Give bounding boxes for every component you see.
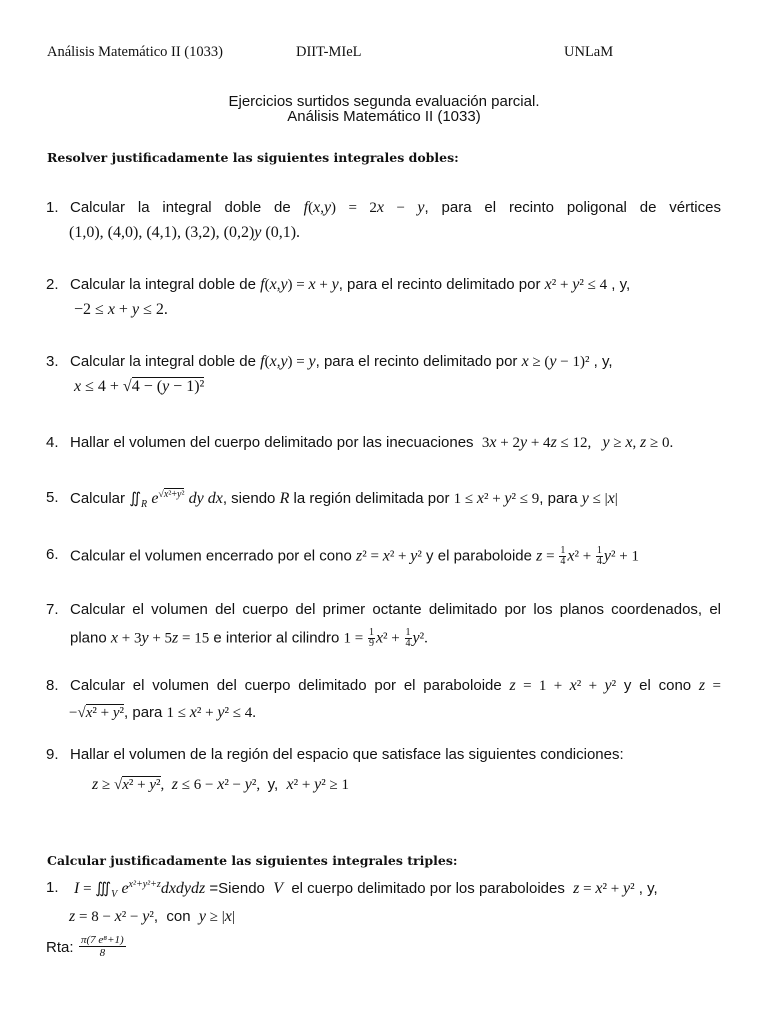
- exercise-1-line-2: (1,0), (4,0), (4,1), (3,2), (0,2)y (0,1).: [69, 224, 301, 241]
- exercise-5: Calcular $∬_R$ $e^{√x^2+y^2}$ dy dx, siendo R la región delimitada por 1 ≤ x² + y² ≤ 9, para y ≤ |x|: [70, 489, 618, 510]
- section-heading-double: Resolver justificadamente las siguientes integrales dobles:: [47, 150, 459, 165]
- exercise-9-line-1: Hallar el volumen de la región del espacio que satisface las siguientes condiciones:: [70, 746, 624, 763]
- exercise-3-line-1: Calcular la integral doble de f(x,y) = y, para el recinto delimitado por x ≥ (y − 1)² , y,: [70, 353, 613, 370]
- item-number: 8.: [46, 677, 59, 694]
- item-number: 1.: [46, 879, 59, 896]
- exercise-1-line-1: Calcular la integral doble de f(x,y) = 2x − y, para el recinto poligonal de vértices: [70, 199, 721, 216]
- triple-exercise-1-line-1: $I = ∭_V$ $e^{x^2+y^2+z}dxdydz$ =Siendo V el cuerpo delimitado por los paraboloides z = x² + y² , y,: [74, 879, 658, 900]
- department: DIIT-MIeL: [296, 44, 362, 60]
- item-number: 5.: [46, 489, 59, 506]
- exercise-7-line-1: Calcular el volumen del cuerpo del primer octante delimitado por los planos coordenados, el: [70, 601, 721, 618]
- section-heading-triple: Calcular justificadamente las siguientes integrales triples:: [47, 853, 458, 868]
- item-number: 1.: [46, 199, 59, 216]
- answer-numerator: π(7 e⁸+1): [81, 934, 124, 946]
- exercise-3-line-2: x ≤ 4 + √4 − (y − 1)²: [74, 378, 205, 395]
- item-number: 2.: [46, 276, 59, 293]
- item-number: 4.: [46, 434, 59, 451]
- exercise-6: Calcular el volumen encerrado por el cono z² = x² + y² y el paraboloide z = $\frac{1}{4}$ x² + $\frac{1}{4}$ y² + 1: [70, 545, 639, 567]
- item-number: 9.: [46, 746, 59, 763]
- university: UNLaM: [564, 44, 614, 60]
- answer-denominator: 8: [99, 947, 106, 959]
- document-title: Ejercicios surtidos segunda evaluación parcial.: [228, 93, 540, 110]
- triple-exercise-1-line-2: z = 8 − x² − y², con y ≥ |x|: [69, 908, 235, 925]
- exercise-8-line-2: −√x² + y², para 1 ≤ x² + y² ≤ 4.: [69, 704, 256, 721]
- answer-fraction: [79, 934, 126, 959]
- item-number: 7.: [46, 601, 59, 618]
- answer-label: Rta:: [46, 939, 74, 956]
- exercise-2-line-2: −2 ≤ x + y ≤ 2.: [74, 301, 168, 318]
- exercise-9-line-2: z ≥ √x² + y², z ≤ 6 − x² − y², y, x² + y² ≥ 1: [92, 776, 349, 793]
- item-number: 6.: [46, 546, 59, 563]
- exercise-7-line-2: plano x + 3y + 5z = 15 e interior al cilindro 1 = $\frac{1}{9}$ x² + $\frac{1}{4}$ y².: [70, 627, 428, 649]
- exercise-4: Hallar el volumen del cuerpo delimitado por las inecuaciones 3x + 2y + 4z ≤ 12, y ≥ x, z ≥ 0.: [70, 434, 674, 451]
- item-number: 3.: [46, 353, 59, 370]
- document-subtitle: Análisis Matemático II (1033): [287, 108, 481, 125]
- exercise-2-line-1: Calcular la integral doble de f(x,y) = x + y, para el recinto delimitado por x² + y² ≤ 4 , y,: [70, 276, 631, 293]
- exercise-8-line-1: Calcular el volumen del cuerpo delimitado por el paraboloide z = 1 + x² + y² y el cono z =: [70, 677, 721, 694]
- course-code: Análisis Matemático II (1033): [47, 44, 223, 60]
